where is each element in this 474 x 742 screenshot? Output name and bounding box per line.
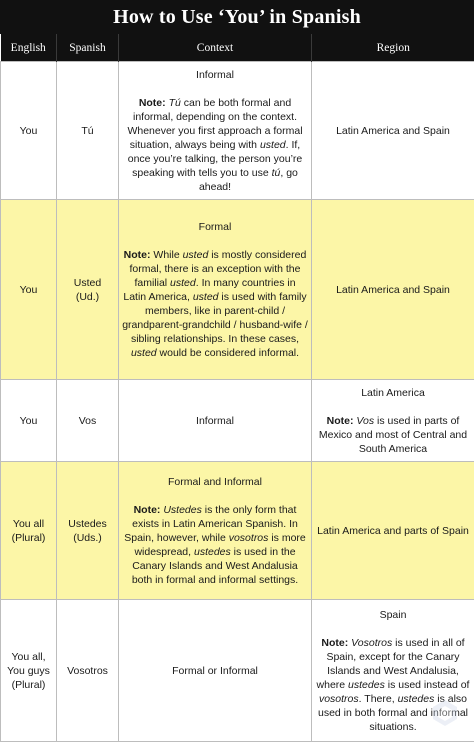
spanish-cell: Ustedes (Uds.) <box>57 462 119 600</box>
context-note: Note: Ustedes is the only form that exists in Latin American Spanish. In Spain, however, while vosotros is more widespread, ustedes is used in the Canary Islands and West Andalusia both in formal and informal settings. <box>124 503 306 586</box>
region-title: Latin America <box>361 386 425 399</box>
region-cell <box>312 380 474 462</box>
context-title: Formal or Informal <box>172 664 258 677</box>
table-row <box>1 600 474 742</box>
english-cell: You <box>1 200 57 380</box>
table-header-row <box>1 34 474 62</box>
spanish-cell: Tú <box>57 62 119 200</box>
context-cell <box>119 600 312 742</box>
english-cell: You all, You guys (Plural) <box>1 600 57 742</box>
region-cell: Latin America and Spain <box>312 62 474 200</box>
spanish-cell: Usted (Ud.) <box>57 200 119 380</box>
table-row <box>1 380 474 462</box>
region-cell: Latin America and parts of Spain <box>312 462 474 600</box>
english-cell: You <box>1 380 57 462</box>
context-cell <box>119 62 312 200</box>
table-row <box>1 462 474 600</box>
table-row <box>1 62 474 200</box>
region-title: Spain <box>379 608 407 621</box>
context-title: Informal <box>196 414 234 427</box>
pronoun-table <box>0 34 474 742</box>
spanish-cell: Vos <box>57 380 119 462</box>
context-note: Note: While usted is mostly considered formal, there is an exception with the familial usted. In many countries in Latin America, usted is used with family members, like in parent-child / grandparent-grandchild / husband-wife / sibling relationships. In these cases, usted would be considered informal. <box>122 248 308 359</box>
header-region: Region <box>312 34 474 62</box>
region-cell: Latin America and Spain <box>312 200 474 380</box>
table-row <box>1 200 474 380</box>
context-title: Informal <box>196 68 234 81</box>
spanish-cell: Vosotros <box>57 600 119 742</box>
english-cell: You all (Plural) <box>1 462 57 600</box>
context-note: Note: Tú can be both formal and informal, depending on the context. Whenever you first approach a formal situation, always being with usted. If, once you’re talking, the person you’re speaking with tells you to use tú, go ahead! <box>127 96 303 193</box>
header-english: English <box>1 34 57 62</box>
header-spanish: Spanish <box>57 34 119 62</box>
context-cell <box>119 200 312 380</box>
page-title: How to Use ‘You’ in Spanish <box>0 0 474 34</box>
region-note: Note: Vosotros is used in all of Spain, except for the Canary Islands and West Andalusia, where ustedes is used instead of vosotros. There, ustedes is also used in both formal and informal situations. <box>316 636 470 733</box>
context-cell <box>119 462 312 600</box>
header-context: Context <box>119 34 312 62</box>
watermark-icon <box>430 698 460 728</box>
context-cell <box>119 380 312 462</box>
region-note: Note: Vos is used in parts of Mexico and most of Central and South America <box>318 414 468 455</box>
context-title: Formal <box>198 220 232 233</box>
context-title: Formal and Informal <box>168 475 262 488</box>
english-cell: You <box>1 62 57 200</box>
